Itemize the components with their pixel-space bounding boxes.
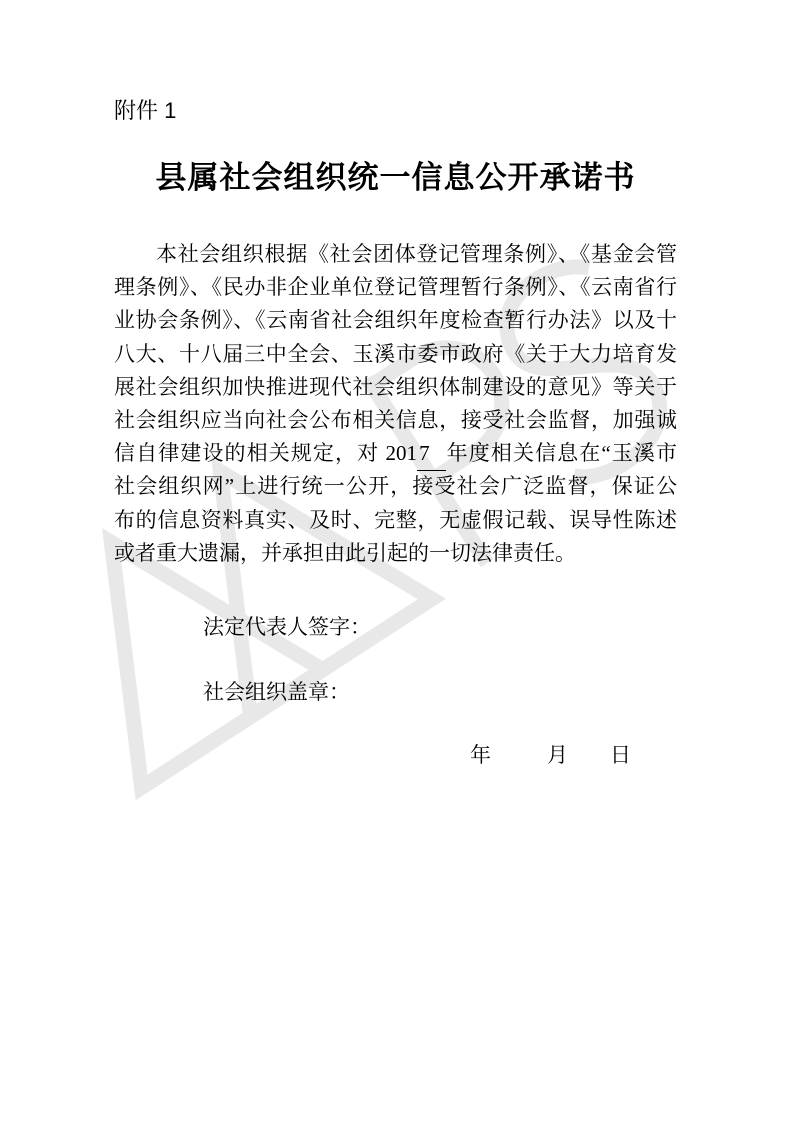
body-line-with-blank <box>114 437 677 470</box>
blank-line-pre: 信自律建设的相关规定，对 201 <box>114 441 418 466</box>
blank-line-post: 年度相关信息在“玉溪市 <box>445 441 677 466</box>
body-line: 展社会组织加快推进现代社会组织体制建设的意见》等关于 <box>114 374 677 399</box>
date-year-label: 年 <box>470 742 491 767</box>
body-line: 八大、十八届三中全会、玉溪市委市政府《关于大力培育发 <box>114 341 677 366</box>
attachment-label: 附件 1 <box>114 98 177 123</box>
body-paragraph <box>114 238 677 570</box>
page-title: 县属社会组织统一信息公开承诺书 <box>155 160 636 195</box>
body-line: 布的信息资料真实、及时、完整，无虚假记载、误导性陈述 <box>114 507 677 532</box>
date-month-label: 月 <box>547 742 568 767</box>
date-day-label: 日 <box>610 742 631 767</box>
body-line: 本社会组织根据《社会团体登记管理条例》、《基金会管 <box>156 242 677 266</box>
legal-representative-signature-label: 法定代表人签字： <box>203 614 371 639</box>
organization-seal-label: 社会组织盖章： <box>203 679 350 704</box>
body-line: 社会组织应当向社会公布相关信息，接受社会监督，加强诚 <box>114 407 677 432</box>
body-line: 社会组织网”上进行统一公开，接受社会广泛监督，保证公 <box>114 474 677 499</box>
body-line: 业协会条例》、《云南省社会组织年度检查暂行办法》以及十 <box>114 308 677 333</box>
date-line <box>114 739 677 772</box>
year-blank-field: 7 <box>417 437 446 471</box>
body-line: 理条例》、《民办非企业单位登记管理暂行条例》、《云南省行 <box>114 275 677 300</box>
body-line: 或者重大遗漏，并承担由此引起的一切法律责任。 <box>114 540 576 565</box>
